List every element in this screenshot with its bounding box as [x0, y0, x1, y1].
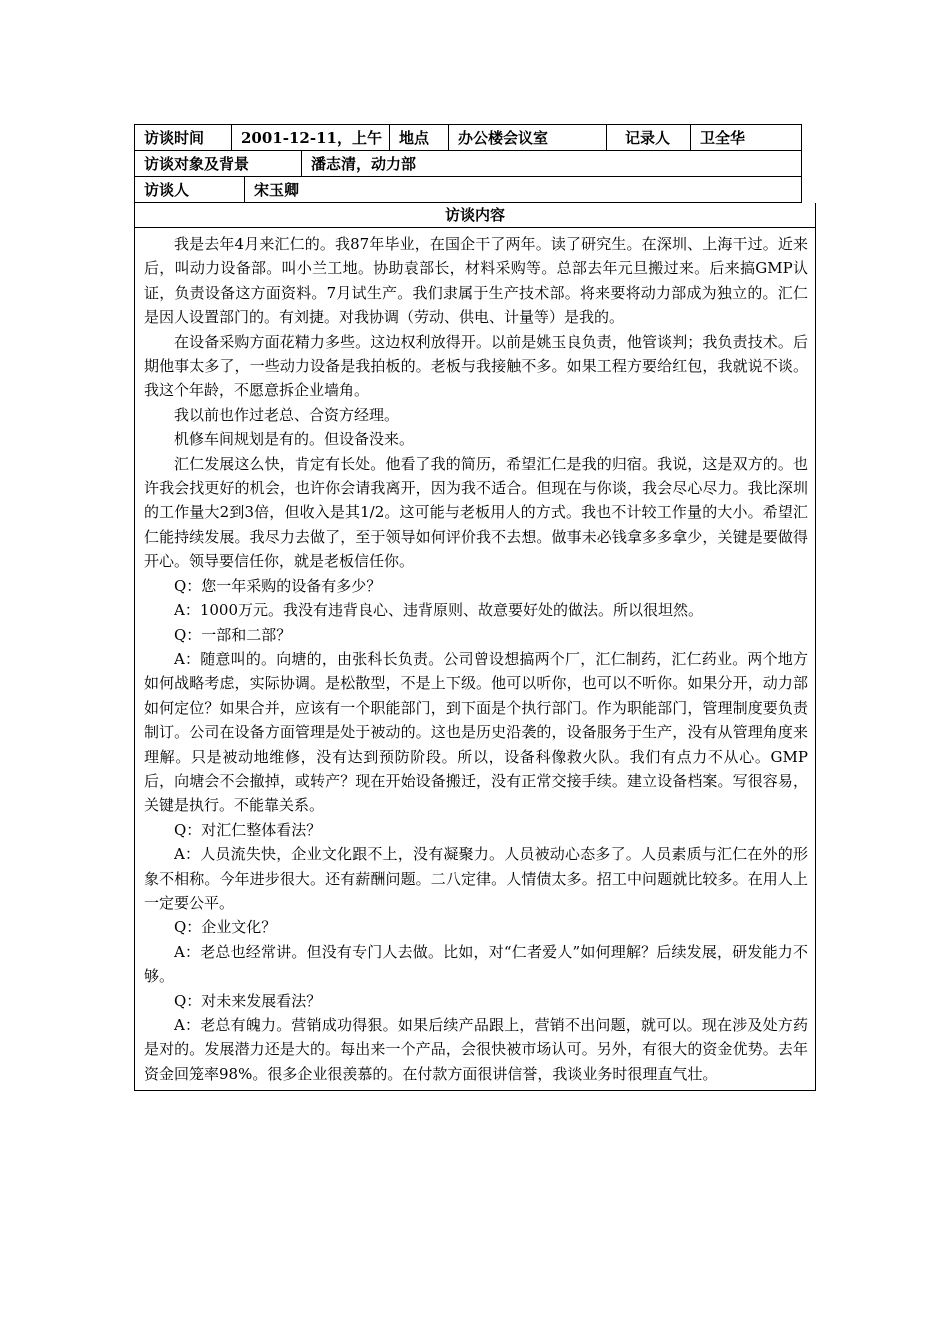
answer: A：1000万元。我没有违背良心、违背原则、故意要好处的做法。所以很坦然。	[174, 601, 704, 620]
header-row-subject	[134, 151, 802, 177]
interviewer-label: 访谈人	[144, 181, 190, 199]
subject-value: 潘志清，动力部	[301, 151, 801, 176]
interview-content	[134, 203, 816, 1091]
paragraph: 在设备采购方面花精力多些。这边权利放得开。以前是姚玉良负责，他管谈判；我负责技术。后期他事太多了，一些动力设备是我拍板的。老板与我接触不多。如果工程方要给红包，我就说不谈。我这个年龄，不愿意拆企业墙角。	[144, 332, 808, 400]
time-label: 访谈时间	[144, 129, 205, 147]
time-value: 2001-12-11，上午	[231, 125, 389, 150]
subject-label: 访谈对象及背景	[144, 155, 250, 173]
paragraph: 我以前也作过老总、合资方经理。	[174, 405, 400, 424]
interview-record-form	[134, 124, 816, 1091]
place-label: 地点	[389, 125, 448, 150]
answer: A：老总也经常讲。但没有专门人去做。比如，对“仁者爱人”如何理解？后续发展，研发能力不够。	[144, 942, 808, 986]
content-title: 访谈内容	[135, 203, 815, 228]
answer: A：老总有魄力。营销成功得狠。如果后续产品跟上，营销不出问题，就可以。现在涉及处方药是对的。发展潜力还是大的。每出来一个产品，会很快被市场认可。另外，有很大的资金优势。去年资金回笼率98%。很多企业很羡慕的。在付款方面很讲信誉，我谈业务时很理直气壮。	[144, 1016, 808, 1083]
recorder-label: 记录人	[606, 125, 690, 150]
content-body	[144, 228, 808, 1086]
paragraph: 我是去年4月来汇仁的。我87年毕业，在国企干了两年。读了研究生。在深圳、上海干过。近来后，叫动力设备部。叫小兰工地。协助袁部长，材料采购等。总部去年元旦搬过来。后来搞GMP认证，负责设备这方面资料。7月试生产。我们隶属于生产技术部。将来要将动力部成为独立的。汇仁是因人设置部门的。有刘捷。对我协调（劳动、供电、计量等）是我的。	[144, 235, 808, 327]
question: Q：对未来发展看法？	[174, 991, 322, 1010]
paragraph: 汇仁发展这么快，肯定有长处。他看了我的简历，希望汇仁是我的归宿。我说，这是双方的。也许我会找更好的机会，也许你会请我离开，因为我不适合。但现在与你谈，我会尽心尽力。我比深圳的工作量大2到3倍，但收入是其1/2。这可能与老板用人的方式。我也不计较工作量的大小。希望汇仁能持续发展。我尽力去做了，至于领导如何评价我不去想。做事未必钱拿多多拿少，关键是要做得开心。领导要信任你，就是老板信任你。	[144, 454, 808, 571]
question: Q：企业文化？	[174, 918, 277, 937]
place-value: 办公楼会议室	[448, 125, 606, 150]
answer: A：人员流失快，企业文化跟不上，没有凝聚力。人员被动心态多了。人员素质与汇仁在外的形象不相称。今年进步很大。还有薪酬问题。二八定律。人情债太多。招工中问题就比较多。在用人上一定要公平。	[144, 845, 808, 912]
question: Q：对汇仁整体看法？	[174, 820, 322, 839]
answer: A：随意叫的。向塘的，由张科长负责。公司曾设想搞两个厂，汇仁制药，汇仁药业。两个地方如何战略考虑，实际协调。是松散型，不是上下级。他可以听你，也可以不听你。如果分开，动力部如何定位？如果合并，应该有一个职能部门，到下面是个执行部门。作为职能部门，管理制度要负责制订。公司在设备方面管理是处于被动的。这也是历史沿袭的，设备服务于生产，没有从管理角度来理解。只是被动地维修，没有达到预防阶段。所以，设备科像救火队。我们有点力不从心。GMP后，向塘会不会撤掉，或转产？现在开始设备搬迁，没有正常交接手续。建立设备档案。写很容易，关键是执行。不能靠关系。	[144, 649, 808, 815]
question: Q：您一年采购的设备有多少？	[174, 576, 382, 595]
interviewer-value: 宋玉卿	[244, 177, 801, 202]
header-row-interviewer	[134, 177, 802, 203]
question: Q：一部和二部？	[174, 625, 292, 644]
paragraph: 机修车间规划是有的。但设备没来。	[174, 430, 415, 449]
recorder-value: 卫全华	[690, 125, 801, 150]
header-row-time	[134, 124, 802, 151]
